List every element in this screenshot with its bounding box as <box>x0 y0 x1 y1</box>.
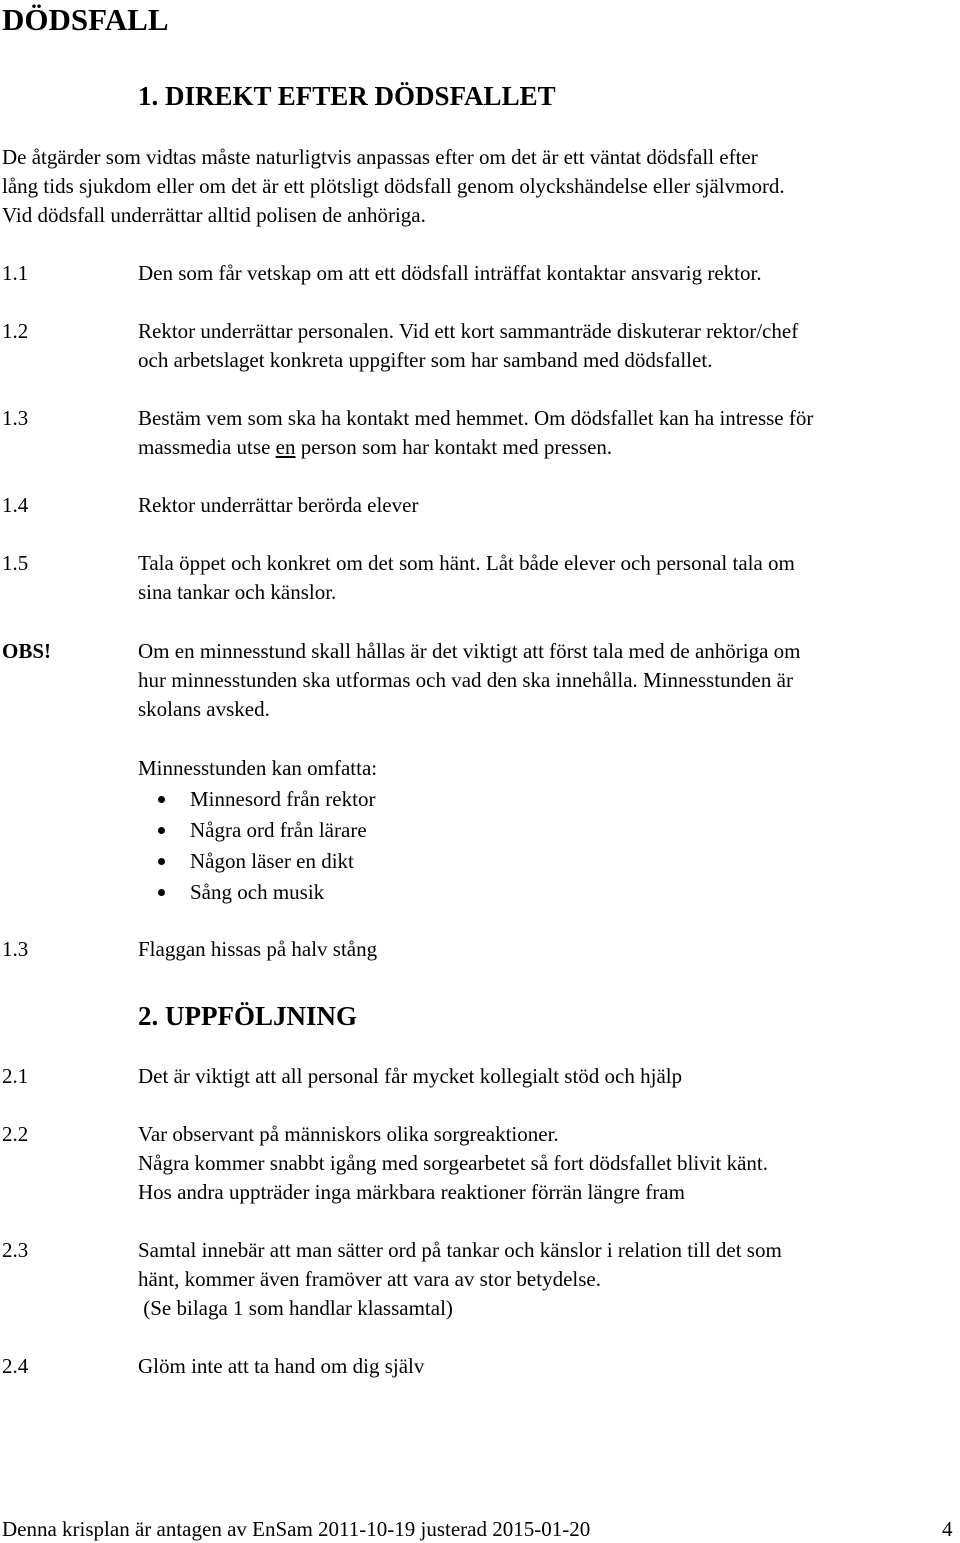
document-title: DÖDSFALL <box>2 2 169 37</box>
obs-label: OBS! <box>2 639 52 663</box>
bullet-icon <box>158 889 165 896</box>
bullet-item: Minnesord från rektor <box>190 787 376 811</box>
item-text <box>138 433 612 462</box>
item-number: 1.4 <box>2 493 29 517</box>
item-text: Rektor underrättar personalen. Vid ett kort sammanträde diskuterar rektor/chef <box>138 319 799 343</box>
item-text: Var observant på människors olika sorgreaktioner. <box>138 1122 559 1146</box>
underlined-word: en <box>275 435 296 459</box>
obs-text: hur minnesstunden ska utformas och vad den ska innehålla. Minnesstunden är <box>138 668 793 692</box>
item-text: och arbetslaget konkreta uppgifter som har samband med dödsfallet. <box>138 348 713 372</box>
item-number: 1.2 <box>2 319 29 343</box>
item-number: 2.2 <box>2 1122 29 1146</box>
item-text: Rektor underrättar berörda elever <box>138 493 419 517</box>
item-text: Den som får vetskap om att ett dödsfall inträffat kontaktar ansvarig rektor. <box>138 261 762 285</box>
item-text: Bestäm vem som ska ha kontakt med hemmet. Om dödsfallet kan ha intresse för <box>138 406 814 430</box>
item-text: Det är viktigt att all personal får mycket kollegialt stöd och hjälp <box>138 1064 683 1088</box>
item-text: Några kommer snabbt igång med sorgearbetet så fort dödsfallet blivit känt. <box>138 1151 769 1175</box>
intro-line: lång tids sjukdom eller om det är ett plötsligt dödsfall genom olyckshändelse eller självmord. <box>2 174 785 198</box>
item-number: 1.1 <box>2 261 29 285</box>
item-text: sina tankar och känslor. <box>138 580 337 604</box>
item-number: 1.3 <box>2 937 29 961</box>
item-text: hänt, kommer även framöver att vara av stor betydelse. <box>138 1267 601 1291</box>
bullet-item: Sång och musik <box>190 880 325 904</box>
section-2-heading: 2. UPPFÖLJNING <box>138 1001 357 1031</box>
item-text: Samtal innebär att man sätter ord på tankar och känslor i relation till det som <box>138 1238 782 1262</box>
page-number: 4 <box>942 1517 953 1541</box>
item-text: Glöm inte att ta hand om dig själv <box>138 1354 425 1378</box>
item-text-part: massmedia utse <box>138 435 276 459</box>
intro-line: De åtgärder som vidtas måste naturligtvis anpassas efter om det är ett väntat dödsfall efter <box>2 145 758 169</box>
item-text: Hos andra uppträder inga märkbara reaktioner förrän längre fram <box>138 1180 685 1204</box>
item-number: 1.5 <box>2 551 29 575</box>
item-text: Tala öppet och konkret om det som hänt. Låt både elever och personal tala om <box>138 551 795 575</box>
intro-line: Vid dödsfall underrättar alltid polisen de anhöriga. <box>2 203 426 227</box>
bullet-icon <box>158 858 165 865</box>
item-number: 1.3 <box>2 406 29 430</box>
section-1-heading: 1. DIREKT EFTER DÖDSFALLET <box>138 81 556 111</box>
obs-text: Om en minnesstund skall hållas är det viktigt att först tala med de anhöriga om <box>138 639 801 663</box>
item-text: (Se bilaga 1 som handlar klassamtal) <box>138 1296 453 1320</box>
obs-text: skolans avsked. <box>138 697 270 721</box>
bullet-item: Någon läser en dikt <box>190 849 354 873</box>
item-number: 2.1 <box>2 1064 29 1088</box>
bullet-item: Några ord från lärare <box>190 818 367 842</box>
bullet-icon <box>158 827 165 834</box>
bullet-icon <box>158 796 165 803</box>
item-number: 2.4 <box>2 1354 29 1378</box>
item-text-part: person som har kontakt med pressen. <box>295 435 613 459</box>
item-text: Flaggan hissas på halv stång <box>138 937 378 961</box>
footer-text: Denna krisplan är antagen av EnSam 2011-10-19 justerad 2015-01-20 <box>2 1517 591 1541</box>
list-intro: Minnesstunden kan omfatta: <box>138 756 378 780</box>
item-number: 2.3 <box>2 1238 29 1262</box>
